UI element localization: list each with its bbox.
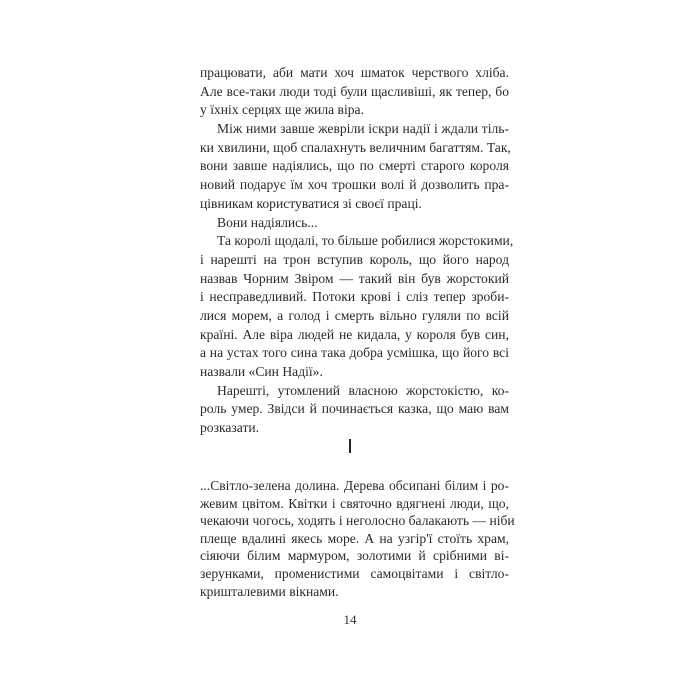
- text-block-intro: [200, 64, 514, 438]
- text-line: плеще вдалині якесь море. А на узгір'ї стоїть храм,: [200, 530, 509, 546]
- text-line: вони завше надіялись, що по смерті старого короля: [200, 158, 509, 174]
- page-number: 14: [343, 612, 357, 627]
- text-line: новий подарує їм хоч трошки волі й дозволить пра-: [200, 177, 509, 193]
- text-line: Та королі щодалі, то більше робилися жорстокими,: [217, 233, 514, 249]
- text-line: зерунками, променистими самоцвітами і світло-: [200, 565, 509, 581]
- text-line: і несправедливий. Потоки крові і сліз тепер зроби-: [200, 289, 509, 305]
- text-line: Нарешті, утомлений власною жорстокістю, ко-: [217, 382, 509, 398]
- chapter-heading: I: [347, 436, 353, 458]
- text-line: ...Світло-зелена долина. Дерева обсипані білим і ро-: [200, 478, 509, 493]
- text-line: лися морем, а голод і смерть вільно гуляли по всій: [200, 307, 509, 323]
- text-line: назвав Чорним Звіром — такий він був жорстокий: [200, 270, 509, 286]
- text-line: сіяючи білим мармуром, золотими й срібними ві-: [200, 548, 509, 564]
- text-line: і нарешті на трон вступив король, що його народ: [200, 251, 509, 267]
- text-line: жевим цвітом. Квітки і святочно вдягнені люди, що,: [200, 495, 509, 511]
- text-line: назвали «Син Надії».: [200, 364, 323, 379]
- text-line: Між ними завше жевріли іскри надії і ждали тіль-: [217, 121, 509, 137]
- text-line: цівникам користуватися зі своєї праці.: [200, 195, 422, 211]
- text-line: Але все-таки люди тоді були щасливіші, як тепер, бо: [200, 83, 509, 99]
- text-line: а на устах того сина така добра усмішка, що його всі: [200, 345, 509, 361]
- text-line: країні. Але віра людей не кидала, у короля був син,: [200, 326, 509, 342]
- text-line: роль умер. Звідси й починається казка, що маю вам: [200, 401, 509, 417]
- text-block-chapter-1: [200, 477, 515, 600]
- text-line: ки хвилини, щоб спалахнуть величним багаттям. Так,: [200, 139, 511, 155]
- text-line: розказати.: [200, 420, 260, 436]
- text-line: кришталевими вікнами.: [200, 583, 339, 599]
- text-line: у їхніх серцях ще жила віра.: [200, 102, 364, 118]
- text-line: працювати, аби мати хоч шматок черствого хліба.: [200, 65, 509, 80]
- text-line: Вони надіялись...: [217, 214, 318, 230]
- text-line: чекаючи чогось, ходять і неголосно балакають — ніби: [200, 513, 515, 529]
